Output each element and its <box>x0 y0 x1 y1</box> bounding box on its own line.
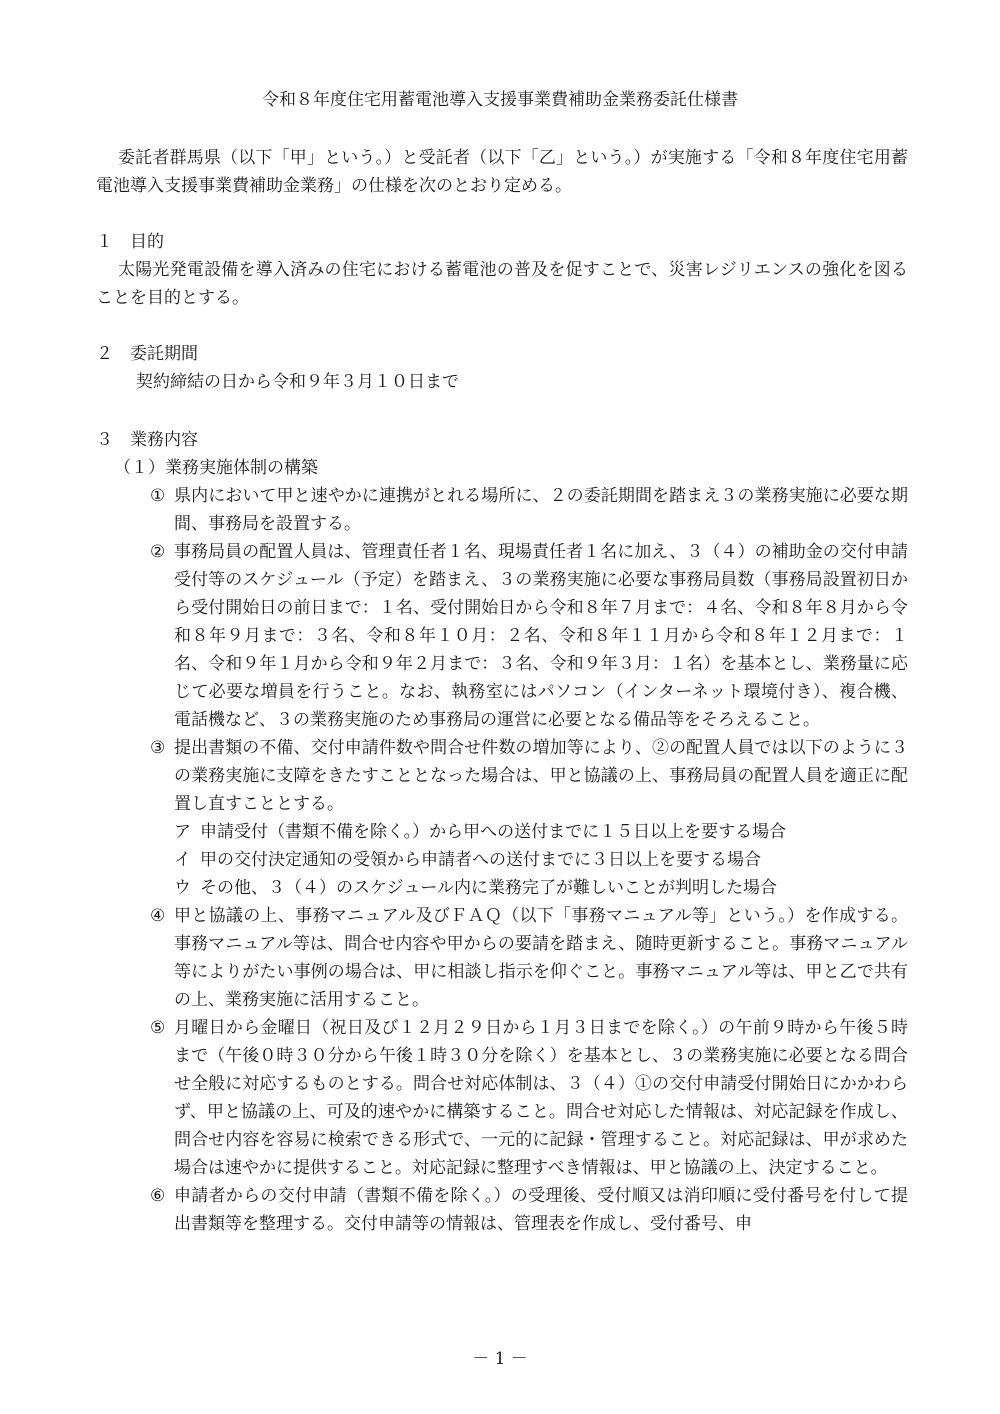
section-body: 太陽光発電設備を導入済みの住宅における蓄電池の普及を促すことで、災害レジリエンスの強化を図ることを目的とする。 <box>96 260 908 308</box>
sub-list-item <box>174 818 908 846</box>
sub-item-text: 申請受付（書類不備を除く。）から甲への送付までに１５日以上を要する場合 <box>200 822 787 842</box>
sub-item-mark: ア <box>174 822 191 842</box>
list-item <box>152 1182 908 1238</box>
sub-item-text: 甲の交付決定通知の受領から申請者への送付までに３日以上を要する場合 <box>200 850 761 870</box>
section-body: 契約締結の日から令和９年３月１０日まで <box>136 372 459 392</box>
section-heading <box>96 426 908 454</box>
section-heading <box>96 228 908 256</box>
sub-list-item <box>174 874 908 902</box>
intro-paragraph <box>96 144 908 200</box>
list-item <box>152 538 908 734</box>
item-text <box>174 482 908 538</box>
sub-item-mark: イ <box>174 850 191 870</box>
section-purpose <box>96 228 908 312</box>
subsection-heading: （１）業務実施体制の構築 <box>114 458 318 478</box>
list-item <box>152 1014 908 1182</box>
item-number: ⑤ <box>150 1018 166 1038</box>
item-text: 月曜日から金曜日（祝日及び１２月２９日から１月３日までを除く。）の午前９時から午後５時まで（午後０時３０分から午後１時３０分を除く）を基本とし、３の業務実施に必要となる問合せ全般に対応するものとする。問合せ対応体制は、３（４）①の交付申請受付開始日にかかわらず、甲と協議の上、可及的速やかに構築すること。問合せ対応した情報は、対応記録を作成し、問合せ内容を容易に検索できる形式で、一元的に記録・管理すること。対応記録は、甲が求めた場合は速やかに提供すること。対応記録に整理すべき情報は、甲と協議の上、決定すること。 <box>174 1018 908 1178</box>
list-item <box>152 482 908 538</box>
item-text: 事務局員の配置人員は、管理責任者１名、現場責任者１名に加え、３（４）の補助金の交付申請受付等のスケジュール（予定）を踏まえ、３の業務実施に必要な事務局員数（事務局設置初日から受付開始日の前日まで：１名、受付開始日から令和８年７月まで：４名、令和８年８月から令和８年９月まで：３名、令和８年１０月：２名、令和８年１１月から令和８年１２月まで：１名、令和９年１月から令和９年２月まで：３名、令和９年３月：１名）を基本とし、業務量に応じて必要な増員を行うこと。なお、執務室にはパソコン（インターネット環境付き）、複合機、電話機など、３の業務実施のため事務局の運営に必要となる備品等をそろえること。 <box>174 542 908 730</box>
intro-text: 委託者群馬県（以下「甲」という。）と受託者（以下「乙」という。）が実施する「令和８年度住宅用蓄電池導入支援事業費補助金業務」の仕様を次のとおり定める。 <box>96 148 908 196</box>
section-title: 目的 <box>130 232 164 252</box>
list-item <box>152 734 908 902</box>
item-text: 提出書類の不備、交付申請件数や問合せ件数の増加等により、②の配置人員では以下のように３の業務実施に支障をきたすこととなった場合は、甲と協議の上、事務局員の配置人員を適正に配置し直すこととする。 <box>174 738 908 814</box>
sub-list-item <box>174 846 908 874</box>
item-number: ③ <box>150 738 166 758</box>
section-number: １ <box>96 232 113 252</box>
item-text: 申請者からの交付申請（書類不備を除く。）の受理後、受付順又は消印順に受付番号を付して提出書類等を整理する。交付申請等の情報は、管理表を作成し、受付番号、申 <box>174 1186 908 1234</box>
document-title: 令和８年度住宅用蓄電池導入支援事業費補助金業務委託仕様書 <box>262 90 738 110</box>
section-heading <box>96 340 908 368</box>
list-item <box>152 902 908 1014</box>
section-period <box>96 340 908 396</box>
sub-item-mark: ウ <box>174 878 191 898</box>
section-title: 業務内容 <box>130 430 198 450</box>
section-work <box>96 426 908 1238</box>
item-text: 甲と協議の上、事務マニュアル及びＦＡＱ（以下「事務マニュアル等」という。）を作成する。事務マニュアル等は、問合せ内容や甲からの要請を踏まえ、随時更新すること。事務マニュアル等によりがたい事例の場合は、甲に相談し指示を仰ぐこと。事務マニュアル等は、甲と乙で共有の上、業務実施に活用すること。 <box>174 906 908 1010</box>
sub-item-text: その他、３（４）のスケジュール内に業務完了が難しいことが判明した場合 <box>200 878 777 898</box>
item-text-content: 県内において甲と速やかに連携がとれる場所に、２の委託期間を踏まえ３の業務実施に必要な期間、事務局を設置する。 <box>174 486 908 534</box>
item-number: ② <box>150 542 166 562</box>
page-number: － 1 － <box>472 1349 528 1369</box>
item-number: ① <box>150 486 166 506</box>
section-number: ３ <box>96 430 113 450</box>
sub-item-list <box>174 818 908 902</box>
item-list <box>152 482 908 1238</box>
item-number: ④ <box>150 906 166 926</box>
item-number: ⑥ <box>150 1186 166 1206</box>
section-number: ２ <box>96 344 113 364</box>
section-title: 委託期間 <box>130 344 198 364</box>
